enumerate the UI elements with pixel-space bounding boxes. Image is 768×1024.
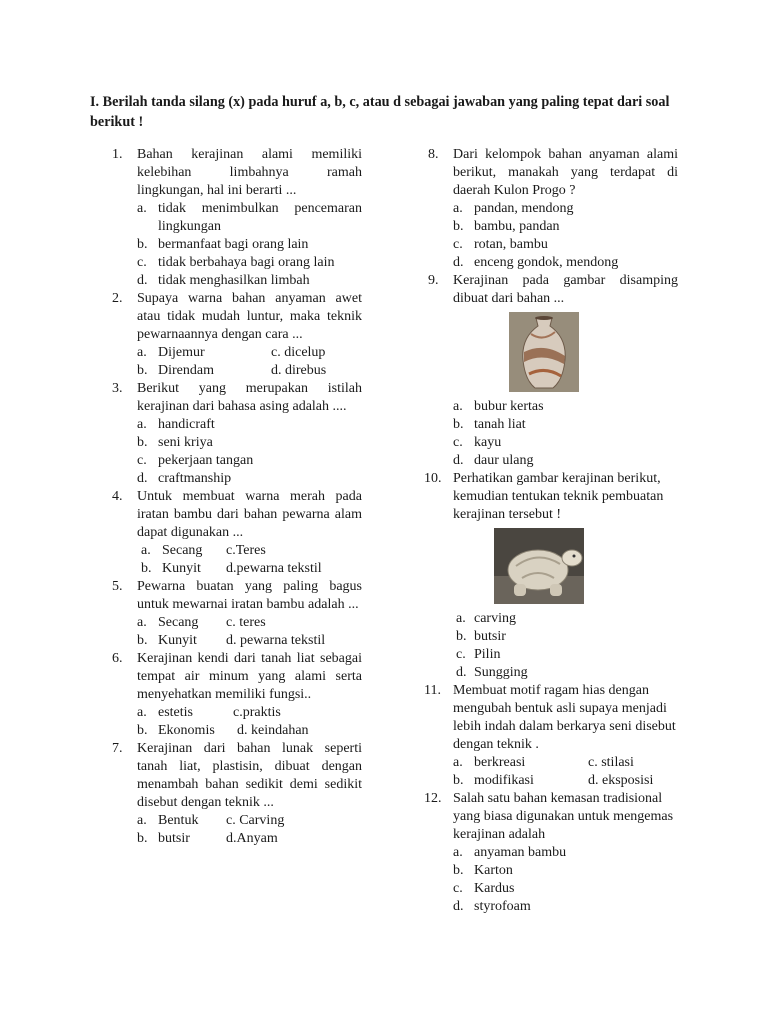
option-d[interactable]: d. eksposisi: [588, 773, 654, 788]
option-b[interactable]: [141, 560, 201, 578]
option-b[interactable]: [137, 236, 362, 254]
option-letter: d.: [137, 273, 148, 288]
option-text: handicraft: [158, 417, 215, 432]
option-letter: d.: [456, 665, 467, 680]
option-d[interactable]: [453, 452, 678, 470]
option-d[interactable]: d.pewarna tekstil: [226, 561, 322, 576]
question-stem: Kerajinan kendi dari tanah liat sebagai tempat air minum yang alami serta menyehatkan memiliki fungsi..: [137, 651, 362, 702]
option-b[interactable]: [453, 862, 678, 880]
question-number: 1.: [112, 147, 123, 162]
option-row: [137, 722, 362, 740]
option-letter: a.: [137, 417, 147, 432]
question-10: [424, 470, 678, 682]
option-c[interactable]: [453, 880, 678, 898]
option-text: Kardus: [474, 881, 515, 896]
question-12: [424, 790, 678, 916]
option-letter: d.: [453, 453, 464, 468]
option-text: estetis: [158, 705, 193, 720]
option-letter: b.: [453, 863, 464, 878]
option-letter: a.: [456, 611, 466, 626]
question-1: [112, 146, 362, 290]
option-text: tanah liat: [474, 417, 526, 432]
option-b[interactable]: [137, 434, 362, 452]
option-letter: d.: [137, 471, 148, 486]
option-letter: c.: [453, 881, 463, 896]
option-text: butsir: [474, 629, 506, 644]
option-letter: d.: [453, 255, 464, 270]
option-text: Kunyit: [158, 633, 197, 648]
option-letter: a.: [141, 543, 151, 558]
option-row: [137, 560, 362, 578]
option-a[interactable]: [453, 200, 678, 218]
instruction-heading: I. Berilah tanda silang (x) pada huruf a, b, c, atau d sebagai jawaban yang paling tepat dari soal berikut !: [90, 94, 670, 130]
option-letter: b.: [137, 435, 148, 450]
option-text: Direndam: [158, 363, 214, 378]
option-letter: a.: [137, 201, 147, 216]
option-c[interactable]: c. stilasi: [588, 755, 634, 770]
option-letter: b.: [453, 773, 464, 788]
option-text: bambu, pandan: [474, 219, 560, 234]
option-a[interactable]: [137, 704, 193, 722]
question-stem: Dari kelompok bahan anyaman alami berikut, manakah yang terdapat di daerah Kulon Progo ?: [453, 147, 678, 198]
option-letter: b.: [137, 723, 148, 738]
option-b[interactable]: [137, 362, 214, 380]
option-row: [137, 362, 362, 380]
option-d[interactable]: d.Anyam: [226, 831, 278, 846]
question-3: [112, 380, 362, 488]
option-text: tidak berbahaya bagi orang lain: [158, 255, 335, 270]
option-d[interactable]: d. direbus: [271, 363, 327, 378]
option-letter: c.: [137, 453, 147, 468]
option-text: Pilin: [474, 647, 501, 662]
option-text: pekerjaan tangan: [158, 453, 254, 468]
question-9: [428, 272, 678, 470]
question-stem: Untuk membuat warna merah pada iratan bambu dari bahan pewarna alam dapat digunakan ...: [137, 489, 362, 540]
question-4: [112, 488, 362, 578]
option-c[interactable]: [453, 646, 678, 664]
option-text: berkreasi: [474, 755, 526, 770]
option-row: [453, 772, 678, 790]
option-d[interactable]: [453, 664, 678, 682]
option-letter: a.: [137, 345, 147, 360]
option-d[interactable]: [453, 254, 678, 272]
question-number: 4.: [112, 489, 123, 504]
option-c[interactable]: [137, 452, 362, 470]
option-letter: c.: [453, 237, 463, 252]
option-text: Dijemur: [158, 345, 205, 360]
option-text: craftmanship: [158, 471, 232, 486]
option-text: carving: [474, 611, 516, 626]
option-b[interactable]: [453, 416, 678, 434]
option-text: Bentuk: [158, 813, 199, 828]
option-c[interactable]: c.Teres: [226, 543, 266, 558]
left-column: [112, 146, 362, 848]
option-text: tidak menimbulkan pencemaran lingkungan: [158, 201, 362, 234]
option-a[interactable]: [453, 844, 678, 862]
question-5: [112, 578, 362, 650]
question-number: 2.: [112, 291, 123, 306]
option-a[interactable]: [137, 614, 198, 632]
option-b[interactable]: [137, 632, 197, 650]
option-text: Kunyit: [162, 561, 201, 576]
option-row: [453, 754, 678, 772]
option-c[interactable]: c. dicelup: [271, 345, 326, 360]
question-number: 12.: [424, 791, 442, 806]
question-2: [112, 290, 362, 380]
option-text: rotan, bambu: [474, 237, 548, 252]
option-letter: c.: [137, 255, 147, 270]
option-text: Secang: [162, 543, 203, 558]
option-letter: a.: [453, 755, 463, 770]
vase-picture: [509, 312, 579, 392]
option-a[interactable]: [141, 542, 202, 560]
question-stem: Bahan kerajinan alami memiliki kelebihan limbahnya ramah lingkungan, hal ini berarti ...: [137, 147, 362, 198]
option-a[interactable]: [137, 200, 362, 236]
question-stem: Kerajinan pada gambar disamping dibuat dari bahan ...: [453, 273, 678, 306]
option-letter: c.: [456, 647, 466, 662]
question-number: 3.: [112, 381, 123, 396]
option-a[interactable]: [137, 344, 205, 362]
option-letter: b.: [137, 633, 148, 648]
option-row: [137, 344, 362, 362]
question-number: 5.: [112, 579, 123, 594]
right-column: [424, 146, 678, 916]
option-b[interactable]: [453, 628, 678, 646]
option-a[interactable]: [453, 398, 678, 416]
option-letter: a.: [453, 845, 463, 860]
option-letter: b.: [137, 831, 148, 846]
option-text: Karton: [474, 863, 513, 878]
option-a[interactable]: [453, 610, 678, 628]
option-letter: b.: [141, 561, 152, 576]
option-text: pandan, mendong: [474, 201, 574, 216]
option-text: Sungging: [474, 665, 528, 680]
option-c[interactable]: [453, 236, 678, 254]
question-stem: Berikut yang merupakan istilah kerajinan dari bahasa asing adalah ....: [137, 381, 362, 414]
option-letter: b.: [137, 237, 148, 252]
question-stem: Salah satu bahan kemasan tradisional yang biasa digunakan untuk mengemas kerajinan adalah: [453, 791, 674, 842]
option-text: Secang: [158, 615, 199, 630]
question-stem: Membuat motif ragam hias dengan mengubah bentuk asli supaya menjadi lebih indah dalam berkarya seni disebut dengan teknik .: [453, 683, 676, 752]
option-letter: a.: [137, 813, 147, 828]
question-7: [112, 740, 362, 848]
option-text: styrofoam: [474, 899, 531, 914]
question-number: 6.: [112, 651, 123, 666]
option-text: bubur kertas: [474, 399, 544, 414]
option-a[interactable]: [137, 416, 362, 434]
question-number: 10.: [424, 471, 442, 486]
option-d[interactable]: [137, 470, 362, 488]
option-row: [137, 542, 362, 560]
question-8: [428, 146, 678, 272]
option-text: enceng gondok, mendong: [474, 255, 619, 270]
option-d[interactable]: d. pewarna tekstil: [226, 633, 326, 648]
option-text: anyaman bambu: [474, 845, 567, 860]
option-text: daur ulang: [474, 453, 534, 468]
option-letter: b.: [453, 417, 464, 432]
option-letter: a.: [453, 399, 463, 414]
option-text: tidak menghasilkan limbah: [158, 273, 310, 288]
option-c[interactable]: [453, 434, 678, 452]
option-d[interactable]: d. keindahan: [237, 723, 309, 738]
option-letter: b.: [137, 363, 148, 378]
option-text: bermanfaat bagi orang lain: [158, 237, 309, 252]
option-text: Ekonomis: [158, 723, 215, 738]
option-b[interactable]: [137, 830, 190, 848]
option-text: seni kriya: [158, 435, 213, 450]
option-c[interactable]: [137, 254, 362, 272]
question-number: 9.: [428, 273, 439, 288]
option-b[interactable]: [453, 772, 534, 790]
question-stem: Supaya warna bahan anyaman awet atau tidak mudah luntur, maka teknik pewarnaannya dengan cara ...: [137, 291, 362, 342]
option-letter: b.: [453, 219, 464, 234]
question-number: 8.: [428, 147, 439, 162]
option-text: kayu: [474, 435, 502, 450]
option-row: [137, 830, 362, 848]
question-6: [112, 650, 362, 740]
option-letter: a.: [137, 705, 147, 720]
option-b[interactable]: [137, 722, 215, 740]
option-text: butsir: [158, 831, 190, 846]
question-11: [424, 682, 678, 790]
option-d[interactable]: [453, 898, 678, 916]
option-c[interactable]: c. Carving: [226, 813, 285, 828]
question-number: 11.: [424, 683, 441, 698]
option-c[interactable]: c. teres: [226, 615, 266, 630]
option-row: [137, 614, 362, 632]
turtle-carving-picture: [494, 528, 584, 604]
option-a[interactable]: [453, 754, 525, 772]
option-letter: c.: [453, 435, 463, 450]
question-stem: Pewarna buatan yang paling bagus untuk mewarnai iratan bambu adalah ...: [137, 579, 362, 612]
option-text: modifikasi: [474, 773, 534, 788]
option-a[interactable]: [137, 812, 198, 830]
option-letter: d.: [453, 899, 464, 914]
question-number: 7.: [112, 741, 123, 756]
option-row: [137, 812, 362, 830]
option-d[interactable]: [137, 272, 362, 290]
option-c[interactable]: c.praktis: [233, 705, 281, 720]
option-row: [137, 704, 362, 722]
option-letter: a.: [453, 201, 463, 216]
option-letter: a.: [137, 615, 147, 630]
question-stem: Perhatikan gambar kerajinan berikut, kemudian tentukan teknik pembuatan kerajinan tersebut !: [453, 471, 664, 522]
option-letter: b.: [456, 629, 467, 644]
question-stem: Kerajinan dari bahan lunak seperti tanah liat, plastisin, dibuat dengan menambah bahan sedikit demi sedikit disebut dengan teknik ...: [137, 741, 362, 810]
option-b[interactable]: [453, 218, 678, 236]
option-row: [137, 632, 362, 650]
